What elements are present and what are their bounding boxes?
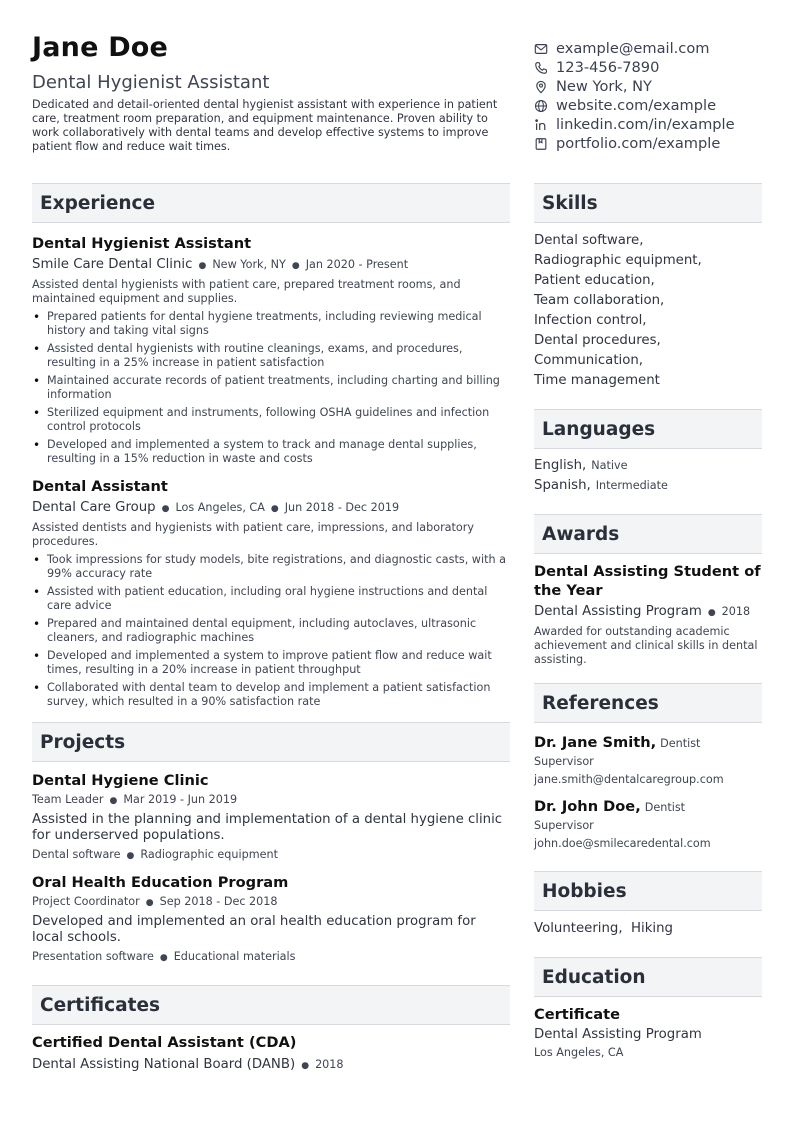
section-header-projects: Projects bbox=[32, 722, 510, 762]
bullet-item: • Collaborated with dental team to develop and implement a patient satisfaction survey, which resulted in a 90% satisfaction rate bbox=[32, 681, 510, 709]
project-tag: Dental software bbox=[32, 848, 121, 861]
mail-icon bbox=[534, 42, 548, 56]
contact-phone-text: 123-456-7890 bbox=[556, 59, 660, 76]
reference-email[interactable]: jane.smith@dentalcaregroup.com bbox=[534, 773, 724, 786]
skill-item: Time management bbox=[534, 373, 660, 388]
separator-dot: ● bbox=[161, 504, 170, 514]
bullet-item: • Maintained accurate records of patient treatments, including charting and billing information bbox=[32, 374, 510, 402]
reference-item bbox=[534, 797, 762, 853]
project-dates: Mar 2019 - Jun 2019 bbox=[123, 793, 238, 806]
separator-dot: ● bbox=[126, 851, 135, 861]
section-header-education: Education bbox=[534, 957, 762, 997]
portfolio-icon bbox=[534, 137, 548, 151]
skill-item: Dental software, bbox=[534, 233, 644, 248]
bullet-item: • Developed and implemented a system to improve patient flow and reduce wait times, resulting in a 20% increase in patient throughput bbox=[32, 649, 510, 677]
bullet-item: • Sterilized equipment and instruments, following OSHA guidelines and infection control protocols bbox=[32, 406, 510, 434]
award-meta bbox=[534, 603, 762, 622]
language-level: Native bbox=[591, 459, 628, 472]
project-tag: Radiographic equipment bbox=[140, 848, 278, 861]
skills-list bbox=[534, 231, 762, 391]
contact-portfolio-text: portfolio.com/example bbox=[556, 135, 721, 152]
job-location: Los Angeles, CA bbox=[175, 501, 265, 514]
job-description: Assisted dental hygienists with patient care, prepared treatment rooms, and maintained equipment and supplies. bbox=[32, 278, 461, 305]
language-item bbox=[534, 456, 762, 476]
education-title: Certificate bbox=[534, 1006, 620, 1023]
project-tags bbox=[32, 949, 510, 966]
section-header-references: References bbox=[534, 683, 762, 723]
contact-email[interactable] bbox=[534, 39, 774, 58]
job-company: Dental Care Group bbox=[32, 500, 156, 515]
project-role: Team Leader bbox=[32, 793, 104, 806]
contact-email-text: example@email.com bbox=[556, 40, 710, 57]
language-name: Spanish, bbox=[534, 478, 591, 493]
reference-position: Supervisor bbox=[534, 819, 594, 832]
award-description: Awarded for outstanding academic achievement and clinical skills in dental assisting. bbox=[534, 625, 758, 666]
language-item bbox=[534, 476, 762, 496]
section-header-skills: Skills bbox=[534, 183, 762, 223]
job-dates: Jan 2020 - Present bbox=[305, 258, 409, 271]
separator-dot: ● bbox=[198, 261, 207, 271]
sidebar-column bbox=[534, 183, 762, 1062]
skill-item: Team collaboration, bbox=[534, 293, 665, 308]
language-name: English, bbox=[534, 458, 587, 473]
project-dates: Sep 2018 - Dec 2018 bbox=[159, 895, 278, 908]
contact-website-text: website.com/example bbox=[556, 97, 717, 114]
project-item bbox=[32, 874, 510, 966]
candidate-name: Jane Doe bbox=[32, 32, 169, 63]
project-meta bbox=[32, 894, 510, 911]
experience-item bbox=[32, 478, 510, 709]
award-year: 2018 bbox=[721, 605, 751, 618]
linkedin-icon bbox=[534, 118, 548, 132]
reference-name: Dr. John Doe, bbox=[534, 798, 641, 815]
job-description: Assisted dentists and hygienists with patient care, impressions, and laboratory procedures. bbox=[32, 521, 474, 548]
reference-role: Dentist bbox=[644, 801, 686, 814]
hobbies-text: Volunteering, Hiking bbox=[534, 921, 673, 936]
job-title: Dental Hygienist Assistant bbox=[32, 235, 252, 252]
reference-name-row bbox=[534, 797, 762, 817]
award-item bbox=[534, 562, 762, 667]
contact-location bbox=[534, 77, 774, 96]
skill-item: Patient education, bbox=[534, 273, 655, 288]
certificate-issuer: Dental Assisting National Board (DANB) bbox=[32, 1057, 296, 1072]
languages-list bbox=[534, 456, 762, 496]
project-description: Developed and implemented an oral health education program for local schools. bbox=[32, 914, 476, 945]
contact-linkedin-text: linkedin.com/in/example bbox=[556, 116, 735, 133]
certificate-title: Certified Dental Assistant (CDA) bbox=[32, 1034, 297, 1051]
bullet-item: • Developed and implemented a system to track and manage dental supplies, resulting in a 15% reduction in waste and costs bbox=[32, 438, 510, 466]
separator-dot: ● bbox=[109, 796, 118, 806]
contact-linkedin[interactable] bbox=[534, 115, 774, 134]
certificate-meta bbox=[32, 1056, 510, 1075]
skill-item: Infection control, bbox=[534, 313, 647, 328]
project-role: Project Coordinator bbox=[32, 895, 140, 908]
separator-dot: ● bbox=[159, 953, 168, 963]
project-description: Assisted in the planning and implementation of a dental hygiene clinic for underserved populations. bbox=[32, 812, 503, 843]
contact-list bbox=[534, 39, 774, 153]
location-pin-icon bbox=[534, 80, 548, 94]
project-title: Dental Hygiene Clinic bbox=[32, 772, 209, 789]
contact-website[interactable] bbox=[534, 96, 774, 115]
skill-item: Dental procedures, bbox=[534, 333, 661, 348]
section-header-awards: Awards bbox=[534, 514, 762, 554]
section-header-certificates: Certificates bbox=[32, 985, 510, 1025]
certificate-item bbox=[32, 1034, 510, 1075]
reference-name-row bbox=[534, 733, 762, 753]
job-bullets bbox=[32, 553, 510, 709]
contact-portfolio[interactable] bbox=[534, 134, 774, 153]
education-org: Dental Assisting Program bbox=[534, 1027, 702, 1042]
phone-icon bbox=[534, 61, 548, 75]
job-title: Dental Assistant bbox=[32, 478, 168, 495]
main-column bbox=[32, 183, 510, 1075]
globe-icon bbox=[534, 99, 548, 113]
separator-dot: ● bbox=[301, 1061, 310, 1071]
job-company: Smile Care Dental Clinic bbox=[32, 257, 193, 272]
reference-item bbox=[534, 733, 762, 789]
project-item bbox=[32, 772, 510, 864]
contact-location-text: New York, NY bbox=[556, 78, 652, 95]
language-level: Intermediate bbox=[595, 479, 668, 492]
section-header-hobbies: Hobbies bbox=[534, 871, 762, 911]
contact-phone[interactable] bbox=[534, 58, 774, 77]
job-meta bbox=[32, 256, 510, 275]
certificate-year: 2018 bbox=[315, 1058, 344, 1071]
job-bullets bbox=[32, 310, 510, 466]
separator-dot: ● bbox=[270, 504, 279, 514]
bullet-item: • Prepared and maintained dental equipment, including autoclaves, ultrasonic cleaners, and radiographic machines bbox=[32, 617, 510, 645]
education-location: Los Angeles, CA bbox=[534, 1046, 624, 1059]
section-header-languages: Languages bbox=[534, 409, 762, 449]
project-meta bbox=[32, 792, 510, 809]
job-meta bbox=[32, 499, 510, 518]
separator-dot: ● bbox=[291, 261, 300, 271]
candidate-title: Dental Hygienist Assistant bbox=[32, 72, 270, 93]
bullet-item: • Assisted dental hygienists with routine cleanings, exams, and procedures, resulting in a 25% increase in patient satisfaction bbox=[32, 342, 510, 370]
education-item bbox=[534, 1005, 762, 1062]
job-dates: Jun 2018 - Dec 2019 bbox=[284, 501, 400, 514]
skill-item: Communication, bbox=[534, 353, 644, 368]
bullet-item: • Took impressions for study models, bite registrations, and diagnostic casts, with a 99% accuracy rate bbox=[32, 553, 510, 581]
award-title: Dental Assisting Student of the Year bbox=[534, 563, 761, 599]
project-tag: Presentation software bbox=[32, 950, 154, 963]
reference-name: Dr. Jane Smith, bbox=[534, 734, 657, 751]
reference-email[interactable]: john.doe@smilecaredental.com bbox=[534, 837, 711, 850]
project-tags bbox=[32, 847, 510, 864]
reference-role: Dentist bbox=[660, 737, 701, 750]
bullet-item: • Prepared patients for dental hygiene treatments, including reviewing medical history and taking vital signs bbox=[32, 310, 510, 338]
separator-dot: ● bbox=[145, 898, 154, 908]
experience-item bbox=[32, 235, 510, 466]
bullet-item: • Assisted with patient education, including oral hygiene instructions and dental care advice bbox=[32, 585, 510, 613]
project-title: Oral Health Education Program bbox=[32, 874, 289, 891]
profile-summary: Dedicated and detail-oriented dental hygienist assistant with experience in patient care, treatment room preparation, and equipment maintenance. Proven ability to work collaboratively with dental teams and develop effective systems to improve patient flow and reduce wait times. bbox=[32, 98, 498, 153]
reference-position: Supervisor bbox=[534, 755, 594, 768]
skill-item: Radiographic equipment, bbox=[534, 253, 702, 268]
award-org: Dental Assisting Program bbox=[534, 604, 702, 619]
section-header-experience: Experience bbox=[32, 183, 510, 223]
separator-dot: ● bbox=[707, 608, 716, 618]
job-location: New York, NY bbox=[212, 258, 286, 271]
project-tag: Educational materials bbox=[173, 950, 296, 963]
